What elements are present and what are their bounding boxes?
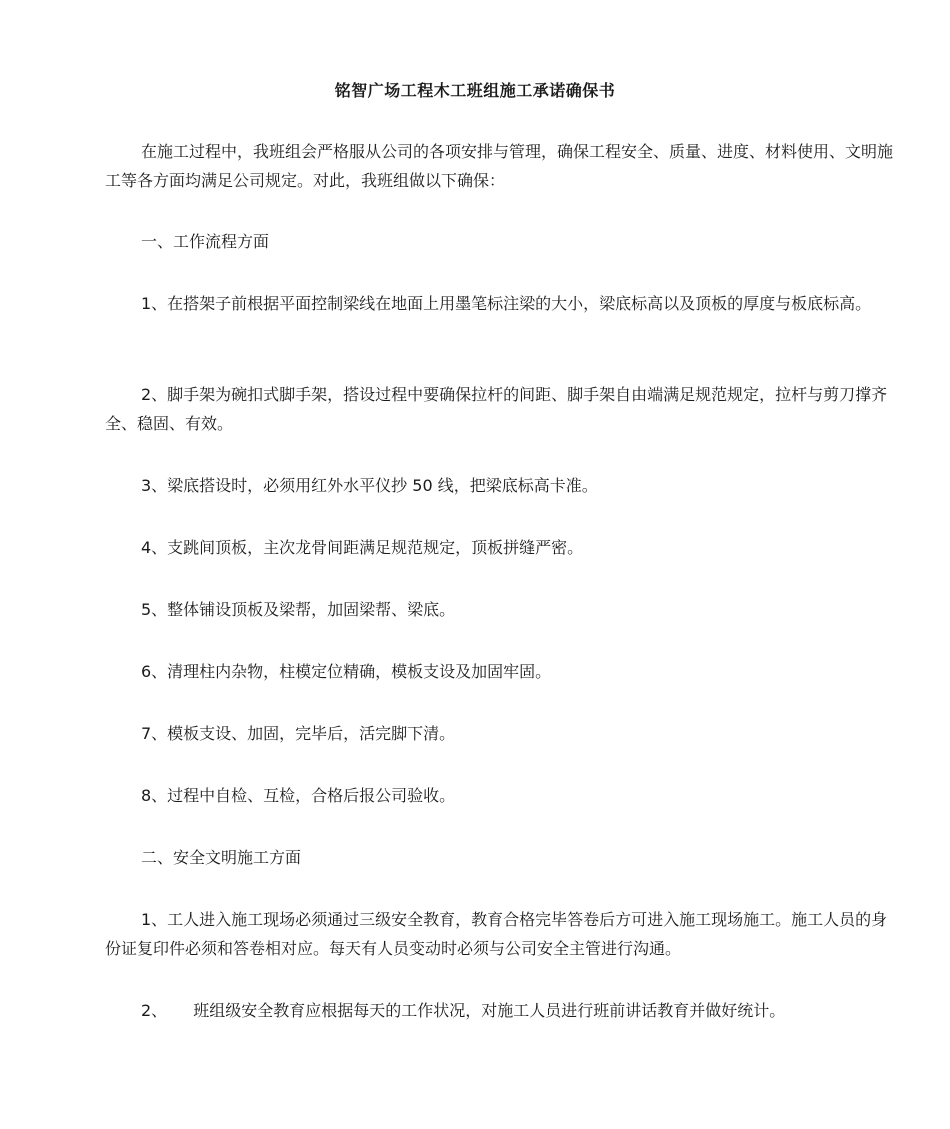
workflow-item-8: 8、过程中自检、互检，合格后报公司验收。: [141, 786, 456, 805]
workflow-item-1: 1、在搭架子前根据平面控制梁线在地面上用墨笔标注梁的大小，梁底标高以及顶板的厚度与板底标高。: [141, 294, 872, 313]
workflow-item-7: 7、模板支设、加固，完毕后，活完脚下清。: [141, 724, 456, 743]
safety-item-1: 1、工人进入施工现场必须通过三级安全教育，教育合格完毕答卷后方可进入施工现场施工。施工人员的身份证复印件必须和答卷相对应。每天有人员变动时必须与公司安全主管进行沟通。: [105, 910, 888, 958]
document-title: 铭智广场工程木工班组施工承诺确保书: [334, 81, 616, 100]
workflow-item-2: 2、脚手架为碗扣式脚手架，搭设过程中要确保拉杆的间距、脚手架自由端满足规范规定，拉杆与剪刀撑齐全、稳固、有效。: [105, 385, 888, 433]
workflow-item-4: 4、支跳间顶板，主次龙骨间距满足规范规定，顶板拼缝严密。: [141, 538, 584, 557]
workflow-item-3: 3、梁底搭设时，必须用红外水平仪抄 50 线，把梁底标高卡准。: [141, 476, 598, 495]
safety-item-2-text: 班组级安全教育应根据每天的工作状况，对施工人员进行班前讲话教育并做好统计。: [193, 1001, 786, 1020]
safety-item-2: [141, 996, 785, 1025]
section-heading-workflow: 一、工作流程方面: [141, 232, 270, 251]
section-heading-safety: 二、安全文明施工方面: [141, 848, 302, 867]
intro-paragraph: 在施工过程中，我班组会严格服从公司的各项安排与管理，确保工程安全、质量、进度、材料使用、文明施工等各方面均满足公司规定。对此，我班组做以下确保：: [105, 142, 894, 190]
safety-item-2-number: 2、: [141, 1001, 168, 1020]
workflow-item-5: 5、整体铺设顶板及梁帮，加固梁帮、梁底。: [141, 600, 456, 619]
workflow-item-6: 6、清理柱内杂物，柱模定位精确，模板支设及加固牢固。: [141, 662, 552, 681]
